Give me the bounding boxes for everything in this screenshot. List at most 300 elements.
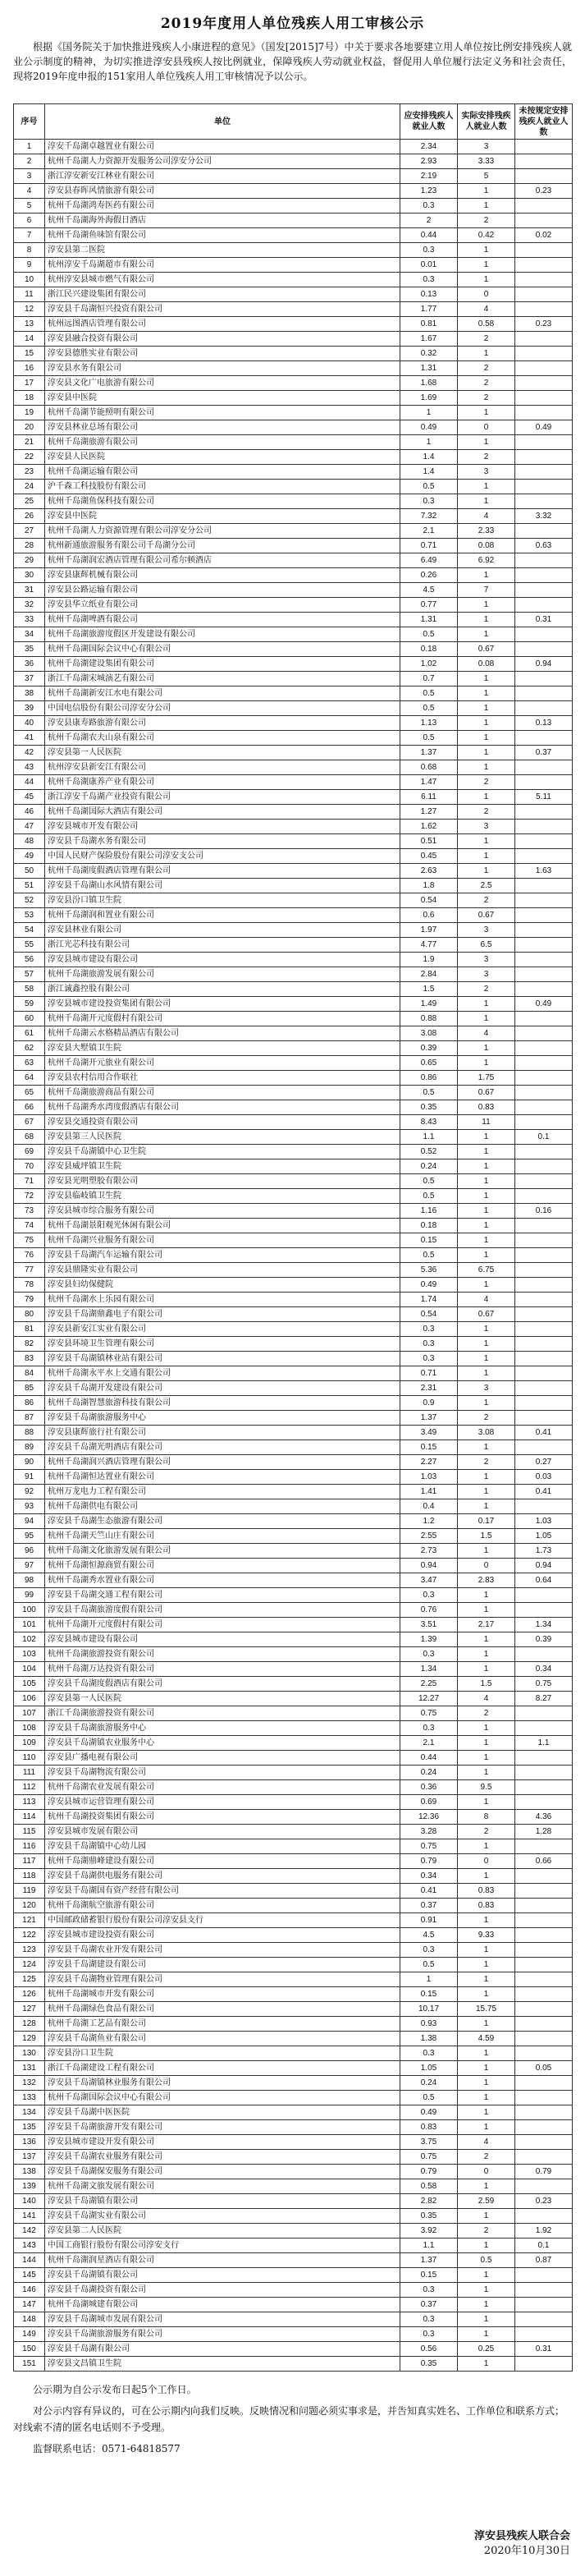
cell-shortfall [515,938,573,953]
cell-actual: 6.5 [458,938,515,953]
cell-actual: 1 [458,1588,515,1603]
cell-unit: 淳安县城市建设投资集团有限公司 [45,997,400,1012]
cell-unit: 杭州千岛湖鱼味馆有限公司 [45,228,400,243]
cell-shortfall [515,1603,573,1618]
cell-actual: 1 [458,1972,515,1987]
cell-unit: 杭州千岛湖鱼保科技有限公司 [45,494,400,509]
cell-actual: 1 [458,1751,515,1766]
cell-required: 1 [400,406,458,420]
cell-required: 3.08 [400,1026,458,1041]
cell-shortfall [515,214,573,228]
cell-index: 67 [14,1115,45,1130]
cell-actual: 1 [458,613,515,627]
cell-index: 43 [14,760,45,775]
cell-unit: 淳安县千岛湖旅游开发有限公司 [45,2120,400,2135]
cell-unit: 杭州千岛湖开元度假村有限公司 [45,1012,400,1026]
page-title: 2019年度用人单位残疾人用工审核公示 [160,16,425,32]
cell-index: 86 [14,1396,45,1411]
cell-index: 109 [14,1736,45,1751]
cell-shortfall [515,1307,573,1322]
cell-required: 0.5 [400,701,458,716]
cell-unit: 杭州千岛湖恒达置业有限公司 [45,1470,400,1485]
cell-required: 0.83 [400,2120,458,2135]
cell-unit: 杭州千岛湖万达投资有限公司 [45,1662,400,1677]
cell-shortfall [515,1026,573,1041]
table-row [14,849,573,864]
cell-required: 0.75 [400,2150,458,2165]
cell-index: 2 [14,154,45,169]
cell-index: 16 [14,361,45,376]
cell-actual: 1 [458,2327,515,2342]
cell-actual: 3.08 [458,1426,515,1440]
cell-unit: 淳安县城市建设有限公司 [45,953,400,967]
cell-unit: 杭州千岛湖开元旅业有限公司 [45,1056,400,1071]
cell-required: 0.5 [400,731,458,746]
cell-required: 0.3 [400,2327,458,2342]
table-row [14,1381,573,1396]
cell-required: 0.77 [400,598,458,613]
cell-actual: 1 [458,1662,515,1677]
cell-unit: 淳安县千岛湖开发建设有限公司 [45,1381,400,1396]
cell-actual: 2.59 [458,2194,515,2209]
cell-shortfall [515,376,573,391]
table-body [14,140,573,2372]
cell-required: 3.75 [400,2135,458,2150]
cell-unit: 淳安县千岛湖旅游服务有限公司 [45,2327,400,2342]
cell-actual: 1 [458,1041,515,1056]
cell-required: 1.62 [400,820,458,834]
cell-unit: 杭州千岛湖海外海假日酒店 [45,214,400,228]
cell-actual: 1 [458,627,515,642]
cell-shortfall: 0.31 [515,613,573,627]
cell-unit: 杭州千岛湖运输有限公司 [45,465,400,480]
cell-unit: 中国邮政储蓄银行股份有限公司淳安县支行 [45,1913,400,1928]
cell-actual: 3 [458,967,515,982]
cell-unit: 杭州千岛湖秀水置业有限公司 [45,1573,400,1588]
cell-actual: 1 [458,1248,515,1263]
cell-required: 3.28 [400,1825,458,1839]
cell-index: 99 [14,1588,45,1603]
cell-unit: 淳安县千岛湖鱼业有限公司 [45,2032,400,2046]
cell-index: 12 [14,302,45,317]
cell-shortfall [515,760,573,775]
cell-index: 98 [14,1573,45,1588]
cell-required: 1.16 [400,1204,458,1219]
cell-unit: 杭州千岛湖度假酒店管理有限公司 [45,864,400,879]
cell-shortfall [515,347,573,361]
cell-actual: 1 [458,1736,515,1751]
cell-required: 5.36 [400,1263,458,1278]
cell-shortfall [515,953,573,967]
cell-required: 1.1 [400,2239,458,2253]
table-row [14,953,573,967]
cell-actual: 0 [458,2165,515,2179]
cell-actual: 0.25 [458,2342,515,2357]
cell-unit: 杭州淳安县城市燃气有限公司 [45,273,400,287]
cell-index: 56 [14,953,45,967]
cell-required: 2.31 [400,1381,458,1396]
cell-unit: 杭州千岛湖农业发展有限公司 [45,1780,400,1795]
cell-required: 0.69 [400,1795,458,1810]
cell-unit: 杭州千岛湖国际大酒店有限公司 [45,805,400,820]
cell-required: 0.76 [400,1603,458,1618]
intro-paragraph: 根据《国务院关于加快推进残疾人小康进程的意见》（国发[2015]7号）中关于要求各地要建立用人单位按比例安排残疾人就业公示制度的精神，为切实推进淳安县残疾人按比例就业，保障残疾人劳动就业权益，督促用人单位履行法定义务和社会责任，现将2019年度申报的151家用人单位残疾人用工审核情况予以公示。 [13,41,572,82]
cell-unit: 淳安县城市发展有限公司 [45,1825,400,1839]
cell-shortfall [515,642,573,657]
cell-actual: 8 [458,1810,515,1825]
cell-actual: 6.75 [458,1263,515,1278]
table-row [14,2017,573,2032]
cell-index: 58 [14,982,45,997]
cell-index: 151 [14,2357,45,2372]
table-row [14,1721,573,1736]
cell-unit: 中国工商银行股份有限公司淳安支行 [45,2239,400,2253]
cell-shortfall [515,1396,573,1411]
cell-index: 138 [14,2165,45,2179]
cell-index: 41 [14,731,45,746]
table-row [14,1943,573,1958]
cell-shortfall [515,199,573,214]
cell-index: 107 [14,1706,45,1721]
cell-index: 115 [14,1825,45,1839]
table-row [14,1987,573,2002]
cell-actual: 2 [458,1825,515,1839]
cell-index: 50 [14,864,45,879]
table-row [14,2105,573,2120]
cell-actual: 4 [458,2135,515,2150]
cell-shortfall [515,1839,573,1854]
cell-index: 47 [14,820,45,834]
cell-shortfall [515,1278,573,1293]
cell-required: 0.49 [400,2105,458,2120]
cell-unit: 淳安县千岛湖农业服务有限公司 [45,2150,400,2165]
table-header-row [14,104,573,140]
cell-required: 0.52 [400,1145,458,1159]
cell-unit: 杭州千岛湖城建有限公司 [45,2298,400,2312]
cell-shortfall [515,598,573,613]
cell-index: 82 [14,1337,45,1352]
cell-shortfall [515,1899,573,1913]
cell-index: 88 [14,1426,45,1440]
cell-actual: 1 [458,1145,515,1159]
table-row [14,1012,573,1026]
cell-unit: 淳安县千岛湖旅游度假有限公司 [45,1603,400,1618]
table-row [14,2283,573,2298]
cell-required: 0.93 [400,2017,458,2032]
cell-shortfall: 0.64 [515,1573,573,1588]
cell-actual: 2 [458,982,515,997]
cell-required: 0.3 [400,1943,458,1958]
cell-index: 11 [14,287,45,302]
cell-unit: 淳安县千岛湖山水风情有限公司 [45,879,400,893]
cell-unit: 淳安县城市建设投资有限公司 [45,1928,400,1943]
cell-unit: 淳安县千岛湖实业有限公司 [45,2209,400,2224]
cell-unit: 淳安县千岛湖供电服务有限公司 [45,1869,400,1884]
cell-unit: 淳安县林业总场有限公司 [45,420,400,435]
cell-shortfall [515,2179,573,2194]
cell-required: 0.3 [400,1721,458,1736]
cell-actual: 0.83 [458,1899,515,1913]
cell-index: 145 [14,2268,45,2283]
cell-shortfall [515,2283,573,2298]
cell-index: 35 [14,642,45,657]
cell-index: 87 [14,1411,45,1426]
cell-unit: 中国人民财产保险股份有限公司淳安支公司 [45,849,400,864]
cell-index: 24 [14,480,45,494]
table-row [14,228,573,243]
cell-actual: 9.33 [458,1928,515,1943]
cell-index: 117 [14,1854,45,1869]
signature-date: 2020年10月30日 [483,2545,570,2557]
cell-index: 69 [14,1145,45,1159]
cell-actual: 3 [458,465,515,480]
cell-index: 123 [14,1943,45,1958]
cell-required: 0.3 [400,199,458,214]
cell-shortfall [515,302,573,317]
cell-actual: 0.08 [458,657,515,672]
cell-unit: 淳安县大墅镇卫生院 [45,1041,400,1056]
cell-shortfall: 0.16 [515,1204,573,1219]
cell-index: 45 [14,790,45,805]
cell-required: 0.65 [400,1056,458,1071]
cell-actual: 1 [458,716,515,731]
cell-index: 53 [14,908,45,923]
cell-required: 0.94 [400,1559,458,1573]
cell-required: 0.5 [400,2091,458,2105]
cell-shortfall: 1.05 [515,1529,573,1544]
cell-index: 91 [14,1470,45,1485]
cell-shortfall [515,1958,573,1972]
cell-index: 96 [14,1544,45,1559]
cell-shortfall [515,154,573,169]
cell-shortfall [515,1884,573,1899]
cell-required: 1.97 [400,923,458,938]
cell-index: 118 [14,1869,45,1884]
cell-shortfall: 0.13 [515,716,573,731]
cell-unit: 淳安县千岛湖农业开发有限公司 [45,1943,400,1958]
cell-index: 105 [14,1677,45,1692]
cell-index: 150 [14,2342,45,2357]
table-row [14,1899,573,1913]
cell-actual: 1.5 [458,1677,515,1692]
table-row [14,1529,573,1544]
cell-shortfall [515,2002,573,2017]
table-row [14,509,573,524]
cell-required: 1.05 [400,2061,458,2076]
cell-index: 124 [14,1958,45,1972]
cell-shortfall [515,923,573,938]
cell-actual: 1 [458,2179,515,2194]
cell-required: 0.58 [400,2179,458,2194]
cell-required: 1.68 [400,376,458,391]
table-row [14,524,573,539]
cell-index: 10 [14,273,45,287]
cell-shortfall [515,2312,573,2327]
cell-actual: 1 [458,1943,515,1958]
table-row [14,243,573,258]
cell-actual: 3 [458,820,515,834]
cell-actual: 0.67 [458,1307,515,1322]
cell-unit: 淳安县第二医院 [45,243,400,258]
table-row [14,2239,573,2253]
table-row [14,273,573,287]
cell-shortfall: 0.49 [515,997,573,1012]
cell-actual: 1 [458,406,515,420]
table-row [14,686,573,701]
cell-required: 0.5 [400,686,458,701]
cell-index: 89 [14,1440,45,1455]
cell-index: 37 [14,672,45,686]
cell-unit: 淳安县千岛湖国有资产经营有限公司 [45,1884,400,1899]
cell-required: 1.49 [400,997,458,1012]
cell-shortfall [515,1913,573,1928]
cell-shortfall [515,1293,573,1307]
cell-actual: 1 [458,1322,515,1337]
table-row [14,465,573,480]
cell-shortfall: 0.39 [515,1632,573,1647]
table-row [14,701,573,716]
cell-index: 119 [14,1884,45,1899]
cell-actual: 2 [458,1706,515,1721]
table-row [14,1751,573,1766]
cell-index: 75 [14,1233,45,1248]
cell-index: 121 [14,1913,45,1928]
header-unit: 单位 [45,104,400,140]
table-row [14,1455,573,1470]
cell-index: 130 [14,2046,45,2061]
cell-index: 19 [14,406,45,420]
cell-required: 0.36 [400,1780,458,1795]
table-row [14,140,573,154]
cell-required: 2 [400,214,458,228]
cell-actual: 1.5 [458,1529,515,1544]
cell-required: 3.92 [400,2224,458,2239]
cell-required: 0.3 [400,1647,458,1662]
cell-unit: 杭州千岛湖兴业服务有限公司 [45,1233,400,1248]
table-row [14,1352,573,1366]
cell-unit: 淳安县水务有限公司 [45,361,400,376]
table-row [14,1189,573,1204]
cell-unit: 杭州千岛湖旅游有限公司 [45,435,400,450]
cell-actual: 1 [458,199,515,214]
cell-required: 0.86 [400,1071,458,1086]
table-row [14,1780,573,1795]
cell-required: 2.1 [400,524,458,539]
cell-shortfall: 0.37 [515,746,573,760]
cell-required: 2.34 [400,140,458,154]
cell-unit: 杭州千岛湖人力资源开发服务公司淳安分公司 [45,154,400,169]
cell-unit: 淳安县德胜实业有限公司 [45,347,400,361]
cell-index: 83 [14,1352,45,1366]
cell-unit: 杭州万龙电力工程有限公司 [45,1485,400,1499]
cell-unit: 杭州千岛湖天竺山庄有限公司 [45,1529,400,1544]
cell-index: 113 [14,1795,45,1810]
cell-shortfall: 1.1 [515,1736,573,1751]
cell-required: 0.3 [400,243,458,258]
cell-unit: 杭州千岛湖润星酒店有限公司 [45,2253,400,2268]
cell-shortfall [515,686,573,701]
cell-actual: 1 [458,997,515,1012]
cell-index: 3 [14,169,45,184]
cell-actual: 1 [458,1603,515,1618]
cell-shortfall: 0.79 [515,2165,573,2179]
cell-required: 2.93 [400,154,458,169]
cell-required: 12.36 [400,1810,458,1825]
table-row [14,1795,573,1810]
cell-required: 1.8 [400,879,458,893]
cell-shortfall [515,435,573,450]
cell-actual: 0.67 [458,1086,515,1100]
cell-required: 6.11 [400,790,458,805]
cell-index: 81 [14,1322,45,1337]
cell-index: 64 [14,1071,45,1086]
cell-required: 0.6 [400,908,458,923]
cell-index: 114 [14,1810,45,1825]
cell-actual: 1 [458,1721,515,1736]
cell-shortfall [515,1248,573,1263]
cell-unit: 杭州千岛湖节能照明有限公司 [45,406,400,420]
cell-shortfall [515,2135,573,2150]
table-row [14,790,573,805]
cell-index: 111 [14,1766,45,1780]
cell-unit: 淳安县交通投资有限公司 [45,1115,400,1130]
table-row [14,258,573,273]
cell-shortfall [515,1174,573,1189]
table-row [14,2298,573,2312]
table-row [14,2342,573,2357]
cell-required: 0.68 [400,760,458,775]
cell-actual: 2 [458,1411,515,1426]
cell-index: 108 [14,1721,45,1736]
cell-actual: 0.08 [458,539,515,553]
cell-actual: 1 [458,1647,515,1662]
table-row [14,1884,573,1899]
cell-index: 57 [14,967,45,982]
cell-index: 110 [14,1751,45,1766]
cell-required: 2.84 [400,967,458,982]
cell-index: 149 [14,2327,45,2342]
cell-actual: 1 [458,2298,515,2312]
cell-index: 101 [14,1618,45,1632]
cell-shortfall [515,2209,573,2224]
cell-index: 125 [14,1972,45,1987]
cell-required: 1.69 [400,391,458,406]
cell-required: 6.49 [400,553,458,568]
table-row [14,1647,573,1662]
cell-actual: 1 [458,1366,515,1381]
table-row [14,317,573,332]
cell-shortfall [515,2091,573,2105]
cell-shortfall [515,1263,573,1278]
cell-unit: 杭州千岛湖旅游发展有限公司 [45,967,400,982]
cell-index: 112 [14,1780,45,1795]
cell-actual: 1 [458,2105,515,2120]
cell-unit: 杭州千岛湖文旅发展有限公司 [45,2179,400,2194]
cell-actual: 0.83 [458,1100,515,1115]
cell-shortfall [515,1352,573,1366]
cell-unit: 杭州千岛湖人力资源管理有限公司淳安分公司 [45,524,400,539]
cell-actual: 1 [458,1130,515,1145]
cell-actual: 2 [458,2150,515,2165]
cell-shortfall [515,1012,573,1026]
cell-shortfall [515,1115,573,1130]
cell-unit: 淳安县第一人民医院 [45,1692,400,1706]
cell-index: 122 [14,1928,45,1943]
cell-unit: 中国电信股份有限公司淳安分公司 [45,701,400,716]
cell-shortfall: 1.63 [515,864,573,879]
table-row [14,1174,573,1189]
cell-required: 0.5 [400,1248,458,1263]
